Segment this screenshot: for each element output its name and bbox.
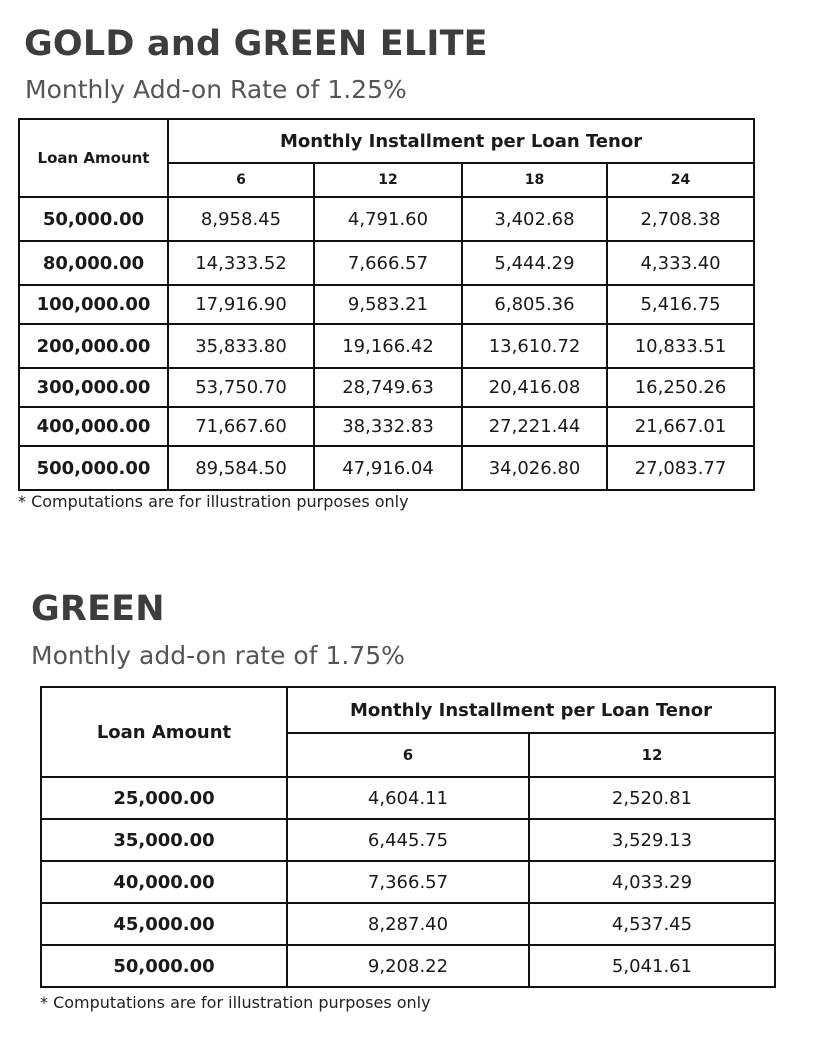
installment-table-gold-green-elite [18,118,755,491]
table-row [19,368,754,407]
installment-cell: 28,749.63 [314,368,462,407]
installment-cell: 47,916.04 [314,446,462,490]
loan-amount-cell: 200,000.00 [19,324,168,368]
tenor-header: 12 [314,163,462,197]
installment-cell: 7,366.57 [287,861,529,903]
installment-cell: 13,610.72 [462,324,607,368]
installment-cell: 53,750.70 [168,368,314,407]
loan-amount-cell: 300,000.00 [19,368,168,407]
section2-title: GREEN [31,589,165,629]
tenor-header: 18 [462,163,607,197]
tenor-header: 24 [607,163,754,197]
installment-cell: 5,416.75 [607,285,754,324]
loan-amount-cell: 100,000.00 [19,285,168,324]
installment-cell: 71,667.60 [168,407,314,446]
installment-cell: 7,666.57 [314,241,462,285]
table-row [41,861,775,903]
installment-cell: 20,416.08 [462,368,607,407]
installment-cell: 4,333.40 [607,241,754,285]
section1-subtitle: Monthly Add-on Rate of 1.25% [25,75,407,104]
installment-cell: 19,166.42 [314,324,462,368]
installment-cell: 38,332.83 [314,407,462,446]
loan-amount-cell: 50,000.00 [41,945,287,987]
table-row [41,819,775,861]
section2-footnote: * Computations are for illustration purposes only [40,993,431,1012]
table-row [41,945,775,987]
loan-amount-cell: 500,000.00 [19,446,168,490]
loan-amount-cell: 400,000.00 [19,407,168,446]
table-row [41,777,775,819]
installment-cell: 5,041.61 [529,945,775,987]
installment-cell: 4,033.29 [529,861,775,903]
section1-footnote: * Computations are for illustration purposes only [18,492,409,511]
installment-cell: 4,791.60 [314,197,462,241]
table-row [19,324,754,368]
installment-cell: 3,529.13 [529,819,775,861]
loan-amount-cell: 35,000.00 [41,819,287,861]
table-header-row [41,687,775,733]
installment-cell: 9,583.21 [314,285,462,324]
installment-table-green [40,686,776,988]
installment-cell: 9,208.22 [287,945,529,987]
table-row [19,407,754,446]
loan-amount-cell: 45,000.00 [41,903,287,945]
installment-cell: 21,667.01 [607,407,754,446]
installment-cell: 27,221.44 [462,407,607,446]
installment-cell: 10,833.51 [607,324,754,368]
table-row [19,285,754,324]
installment-cell: 8,287.40 [287,903,529,945]
installment-cell: 6,805.36 [462,285,607,324]
table-row [41,903,775,945]
tenor-header: 6 [168,163,314,197]
installment-cell: 2,520.81 [529,777,775,819]
installment-cell: 2,708.38 [607,197,754,241]
section1-title: GOLD and GREEN ELITE [24,24,488,64]
installment-cell: 4,537.45 [529,903,775,945]
loan-amount-cell: 50,000.00 [19,197,168,241]
installment-cell: 16,250.26 [607,368,754,407]
loan-amount-cell: 40,000.00 [41,861,287,903]
table-row [19,241,754,285]
installment-header: Monthly Installment per Loan Tenor [287,687,775,733]
loan-amount-header: Loan Amount [41,687,287,777]
installment-cell: 27,083.77 [607,446,754,490]
installment-cell: 34,026.80 [462,446,607,490]
table-header-row [19,119,754,163]
installment-cell: 3,402.68 [462,197,607,241]
installment-cell: 6,445.75 [287,819,529,861]
tenor-header: 6 [287,733,529,777]
loan-amount-cell: 80,000.00 [19,241,168,285]
installment-cell: 8,958.45 [168,197,314,241]
installment-cell: 35,833.80 [168,324,314,368]
tenor-header: 12 [529,733,775,777]
table-row [19,197,754,241]
installment-cell: 17,916.90 [168,285,314,324]
table-row [19,446,754,490]
loan-amount-cell: 25,000.00 [41,777,287,819]
section2-subtitle: Monthly add-on rate of 1.75% [31,641,405,670]
loan-amount-header: Loan Amount [19,119,168,197]
installment-cell: 14,333.52 [168,241,314,285]
installment-cell: 5,444.29 [462,241,607,285]
installment-cell: 89,584.50 [168,446,314,490]
installment-header: Monthly Installment per Loan Tenor [168,119,754,163]
installment-cell: 4,604.11 [287,777,529,819]
